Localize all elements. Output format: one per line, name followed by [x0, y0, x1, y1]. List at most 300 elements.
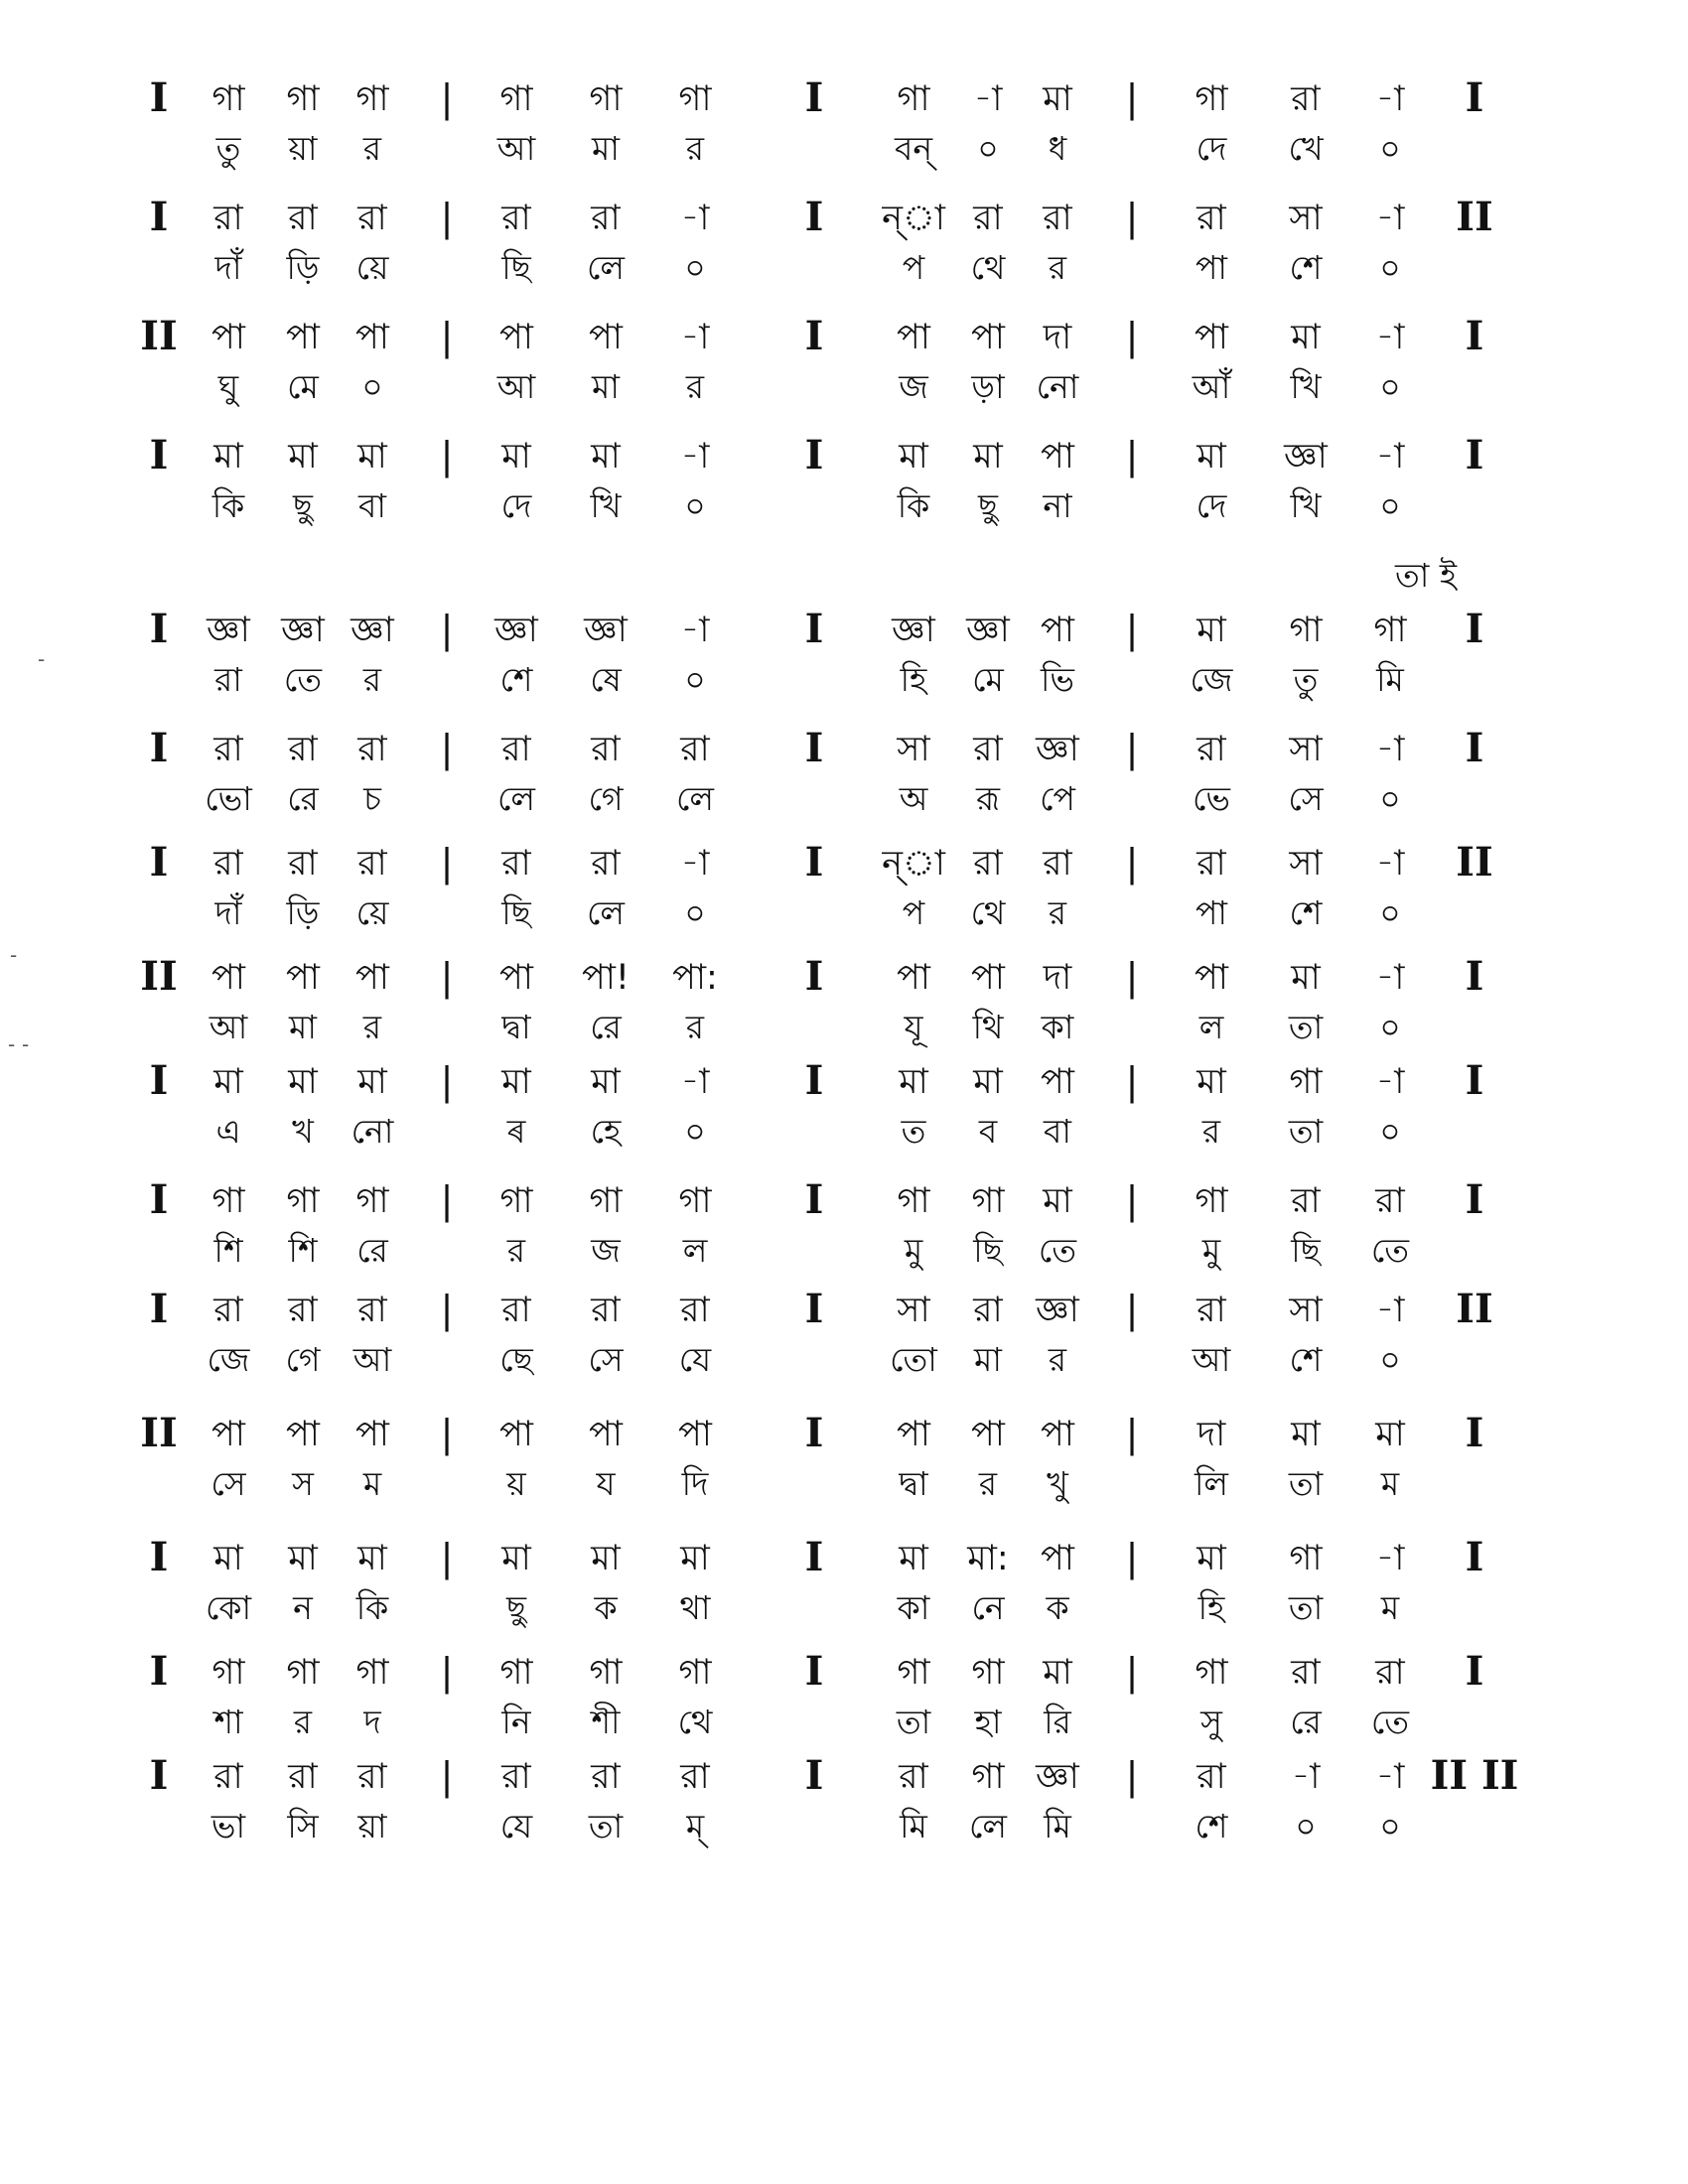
- lyric-syllable: ০: [1295, 1807, 1317, 1845]
- swara-note: রা: [357, 730, 387, 769]
- closing-bar-sign: I: [1465, 1534, 1484, 1580]
- swara-note: পা: [1041, 1062, 1074, 1102]
- swara-note: পা: [499, 958, 533, 998]
- lyric-syllable: ০: [1379, 779, 1401, 818]
- lyric-syllable: তা: [1288, 1112, 1324, 1151]
- swara-note: ন্া: [882, 199, 945, 238]
- swara-note: মা: [591, 1539, 621, 1578]
- swara-note: -া: [1291, 1757, 1321, 1797]
- lyric-syllable: র: [293, 1703, 313, 1741]
- beat-separator: |: [440, 1536, 454, 1579]
- lyric-syllable: ড়ি: [286, 248, 320, 287]
- swara-note: গা: [1195, 1181, 1228, 1221]
- lyric-syllable: মি: [900, 1807, 927, 1845]
- notation-line: [139, 1752, 1569, 1851]
- lyric-syllable: শে: [499, 660, 533, 699]
- swara-note: গা: [678, 79, 712, 119]
- swara-note: মা: [501, 1062, 531, 1102]
- lyric-syllable: ছু: [506, 1588, 526, 1627]
- opening-bar-sign: I: [149, 74, 169, 121]
- closing-bar-sign: I: [1465, 1057, 1484, 1104]
- beat-separator: |: [440, 608, 454, 651]
- swara-note: রা: [591, 199, 621, 238]
- swara-note: রা: [357, 844, 387, 884]
- lyric-syllable: লে: [497, 779, 535, 818]
- lyric-syllable: ম্: [685, 1807, 705, 1845]
- lyric-syllable: ৰ: [506, 1112, 526, 1151]
- swara-note: মা: [1196, 437, 1226, 477]
- beat-separator: |: [1125, 76, 1139, 120]
- lyric-syllable: লে: [587, 248, 625, 287]
- lyric-syllable: তা: [896, 1703, 931, 1741]
- beat-separator: |: [440, 1650, 454, 1694]
- notation-line: [139, 1286, 1569, 1385]
- lyric-syllable: দে: [1196, 129, 1227, 168]
- lyric-syllable: মি: [1376, 660, 1404, 699]
- swara-note: পা: [1041, 437, 1074, 477]
- lyric-syllable: তা: [1288, 1008, 1324, 1046]
- lyric-syllable: থি: [972, 1008, 1004, 1046]
- lyric-syllable: দে: [500, 486, 532, 525]
- lyric-syllable: গে: [588, 779, 624, 818]
- swara-note: গা: [355, 1181, 389, 1221]
- beat-separator: |: [440, 1754, 454, 1798]
- swara-note: মা: [1291, 318, 1321, 357]
- swara-note: গা: [286, 1181, 320, 1221]
- swara-row: [139, 725, 1569, 774]
- swara-note: রা: [591, 844, 621, 884]
- swara-note: পা: [971, 318, 1005, 357]
- swara-note: পা: [211, 958, 245, 998]
- swara-note: গা: [286, 1653, 320, 1693]
- closing-bar-sign: II II: [1430, 1752, 1519, 1799]
- swara-note: মা: [357, 437, 387, 477]
- swara-note: দা: [1043, 958, 1072, 998]
- swara-row: [139, 1286, 1569, 1335]
- swara-note: জ্ঞা: [966, 611, 1010, 650]
- swara-note: মা: [1291, 958, 1321, 998]
- lyric-syllable: শে: [1289, 893, 1323, 932]
- lyric-syllable: মে: [287, 367, 319, 406]
- swara-note: পা: [499, 1415, 533, 1454]
- lyric-syllable: নি: [501, 1703, 531, 1741]
- swara-note: রা: [1043, 199, 1072, 238]
- swara-note: পা: [286, 318, 320, 357]
- notation-line: [139, 953, 1569, 1052]
- swara-note: পা: [589, 318, 623, 357]
- swara-note: -া: [680, 318, 710, 357]
- lyric-syllable: ভি: [1040, 660, 1075, 699]
- swara-note: -া: [1375, 437, 1405, 477]
- swara-note: গা: [355, 1653, 389, 1693]
- beat-separator: |: [1125, 727, 1139, 770]
- swara-note: গা: [589, 1181, 623, 1221]
- swara-note: রা: [1196, 1757, 1226, 1797]
- swara-note: -া: [1375, 1539, 1405, 1578]
- swara-row: [139, 1176, 1569, 1226]
- swara-note: গা: [678, 1181, 712, 1221]
- swara-note: রা: [1196, 1291, 1226, 1330]
- swara-note: গা: [1289, 1062, 1323, 1102]
- lyric-syllable: জ: [899, 367, 928, 406]
- beat-separator: |: [440, 76, 454, 120]
- swara-note: গা: [499, 1181, 533, 1221]
- swara-note: -া: [1375, 1757, 1405, 1797]
- swara-note: মা: [899, 437, 928, 477]
- lyric-syllable: রূ: [975, 779, 1001, 818]
- lyric-syllable: শি: [288, 1231, 318, 1270]
- lyric-syllable: শী: [591, 1703, 621, 1741]
- swara-note: মা: [1291, 1415, 1321, 1454]
- lyric-syllable: খি: [1290, 367, 1322, 406]
- swara-note: গা: [1289, 1539, 1323, 1578]
- swara-note: মা: [1196, 1539, 1226, 1578]
- swara-note: মা: [591, 1062, 621, 1102]
- swara-note: পা: [678, 1415, 712, 1454]
- lyric-syllable: মা: [289, 1008, 317, 1046]
- swara-note: গা: [897, 1181, 930, 1221]
- lyric-syllable: য়া: [357, 1807, 387, 1845]
- lyric-row: [139, 1698, 1569, 1747]
- notation-line: [139, 1410, 1569, 1509]
- swara-note: মা: [1196, 1062, 1226, 1102]
- lyric-syllable: দ্বা: [899, 1464, 928, 1503]
- notation-line: [139, 1176, 1569, 1276]
- swara-note: পা: [211, 318, 245, 357]
- lyric-syllable: ল: [682, 1231, 708, 1270]
- lyric-syllable: লি: [1194, 1464, 1229, 1503]
- swara-note: -া: [1375, 844, 1405, 884]
- swara-note: রা: [680, 1757, 710, 1797]
- notation-line: [139, 194, 1569, 293]
- lyric-syllable: আ: [496, 367, 536, 406]
- lyric-syllable: তা: [588, 1807, 624, 1845]
- swara-note: রা: [288, 1291, 318, 1330]
- opening-bar-sign: I: [149, 725, 169, 771]
- lyric-syllable: দে: [1196, 486, 1227, 525]
- swara-note: ন্া: [882, 844, 945, 884]
- middle-bar-sign: I: [804, 839, 824, 886]
- swara-note: গা: [971, 1653, 1005, 1693]
- notation-line: [139, 1057, 1569, 1157]
- closing-bar-sign: II: [1456, 194, 1493, 240]
- beat-separator: |: [440, 1412, 454, 1455]
- swara-row: [139, 432, 1569, 481]
- lyric-syllable: তে: [1370, 1231, 1410, 1270]
- swara-note: মা: [213, 1062, 243, 1102]
- swara-row: [139, 1648, 1569, 1698]
- lyric-syllable: বা: [1044, 1112, 1071, 1151]
- swara-note: সা: [1289, 844, 1323, 884]
- lyric-syllable: রা: [214, 660, 242, 699]
- swara-note: মা: [1043, 79, 1072, 119]
- lyric-syllable: দি: [681, 1464, 709, 1503]
- closing-bar-sign: I: [1465, 1410, 1484, 1456]
- swara-note: রা: [501, 844, 531, 884]
- swara-note: রা: [680, 1291, 710, 1330]
- lyric-syllable: তো: [890, 1340, 937, 1379]
- lyric-row: [139, 1003, 1569, 1052]
- lyric-syllable: শে: [1195, 1807, 1228, 1845]
- swara-row: [139, 1534, 1569, 1583]
- closing-bar-sign: II: [1456, 1286, 1493, 1332]
- swara-note: রা: [501, 1757, 531, 1797]
- middle-bar-sign: I: [804, 313, 824, 359]
- lyric-syllable: ০: [684, 893, 706, 932]
- swara-note: দা: [1043, 318, 1072, 357]
- lyric-syllable: সে: [1288, 779, 1324, 818]
- swara-note: পা: [897, 1415, 930, 1454]
- swara-note: গা: [589, 1653, 623, 1693]
- lyric-syllable: ছু: [293, 486, 313, 525]
- notation-line: [139, 313, 1569, 412]
- swara-note: রা: [591, 1291, 621, 1330]
- swara-note: গা: [1289, 611, 1323, 650]
- lyric-syllable: প: [902, 248, 925, 287]
- swara-note: সা: [1289, 199, 1323, 238]
- swara-note: রা: [501, 730, 531, 769]
- lyric-syllable: গে: [285, 1340, 321, 1379]
- lyric-row: [139, 362, 1569, 412]
- lyric-syllable: ০: [1379, 893, 1401, 932]
- lyric-syllable: তু: [215, 129, 241, 168]
- lyric-syllable: হি: [900, 660, 927, 699]
- swara-note: -া: [680, 844, 710, 884]
- lyric-syllable: ০: [1379, 129, 1401, 168]
- lyric-syllable: ছি: [973, 1231, 1003, 1270]
- lyric-syllable: ক: [1046, 1588, 1069, 1627]
- lyric-syllable: ০: [684, 660, 706, 699]
- lyric-syllable: লে: [587, 893, 625, 932]
- swara-note: মা: [1043, 1181, 1072, 1221]
- lyric-syllable: ড়ি: [286, 893, 320, 932]
- opening-bar-sign: I: [149, 606, 169, 652]
- swara-note: রা: [213, 199, 243, 238]
- lyric-syllable: তে: [1038, 1231, 1077, 1270]
- swara-note: পা: [1041, 1539, 1074, 1578]
- swara-note: -া: [1375, 1291, 1405, 1330]
- swara-row: [139, 953, 1569, 1003]
- closing-bar-sign: I: [1465, 725, 1484, 771]
- swara-note: -া: [973, 79, 1003, 119]
- lyric-syllable: সি: [287, 1807, 319, 1845]
- swara-note: মা: [1043, 1653, 1072, 1693]
- lyric-syllable: র: [685, 367, 705, 406]
- swara-note: মা: [501, 1539, 531, 1578]
- swara-note: পা: [355, 318, 389, 357]
- opening-bar-sign: I: [149, 1752, 169, 1799]
- lyric-syllable: ম: [362, 1464, 382, 1503]
- swara-note: পা: [211, 1415, 245, 1454]
- swara-note: -া: [680, 437, 710, 477]
- lyric-row: [139, 1107, 1569, 1157]
- swara-note: রা: [680, 730, 710, 769]
- lyric-syllable: কো: [205, 1588, 252, 1627]
- middle-bar-sign: I: [804, 1286, 824, 1332]
- lyric-syllable: নো: [351, 1112, 394, 1151]
- swara-note: সা: [897, 1291, 930, 1330]
- lyric-row: [139, 774, 1569, 824]
- swara-note: পা: [971, 958, 1005, 998]
- lyric-syllable: র: [978, 1464, 998, 1503]
- beat-separator: |: [1125, 1288, 1139, 1331]
- swara-row: [139, 313, 1569, 362]
- lyric-syllable: লে: [676, 779, 714, 818]
- lyric-syllable: র: [506, 1231, 526, 1270]
- middle-bar-sign: I: [804, 1752, 824, 1799]
- swara-note: গা: [499, 1653, 533, 1693]
- lyric-syllable: না: [1043, 486, 1072, 525]
- swara-note: জ্ঞা: [351, 611, 394, 650]
- swara-note: পা: [1041, 611, 1074, 650]
- swara-note: পা: [971, 1415, 1005, 1454]
- swara-note: পা: [355, 1415, 389, 1454]
- swara-note: জ্ঞা: [584, 611, 628, 650]
- swara-note: জ্ঞা: [1036, 1757, 1079, 1797]
- lyric-syllable: ধ: [1048, 129, 1067, 168]
- beat-separator: |: [440, 1288, 454, 1331]
- swara-row: [139, 74, 1569, 124]
- lyric-syllable: দাঁ: [214, 248, 242, 287]
- swara-note: -া: [1375, 318, 1405, 357]
- swara-note: -া: [1375, 730, 1405, 769]
- lyric-syllable: ঘু: [217, 367, 239, 406]
- lyric-syllable: রি: [1044, 1703, 1071, 1741]
- lyric-syllable: দাঁ: [214, 893, 242, 932]
- beat-separator: |: [1125, 1650, 1139, 1694]
- swara-note: মা: [501, 437, 531, 477]
- beat-separator: |: [1125, 955, 1139, 999]
- lyric-syllable: রে: [1290, 1703, 1322, 1741]
- swara-note: মা: [973, 437, 1003, 477]
- beat-separator: |: [1125, 608, 1139, 651]
- swara-note: -া: [680, 611, 710, 650]
- lyric-syllable: তে: [283, 660, 323, 699]
- swara-note: পা: [589, 1415, 623, 1454]
- lyric-syllable: কা: [1041, 1008, 1074, 1046]
- lyric-row: [139, 243, 1569, 293]
- lyric-syllable: পে: [1040, 779, 1075, 818]
- swara-note: রা: [973, 199, 1003, 238]
- lyric-syllable: খু: [1047, 1464, 1068, 1503]
- beat-separator: |: [1125, 1178, 1139, 1222]
- opening-bar-sign: I: [149, 1286, 169, 1332]
- swara-note: পা: [499, 318, 533, 357]
- swara-note: রা: [288, 730, 318, 769]
- swara-note: রা: [1291, 79, 1321, 119]
- lyric-syllable: হে: [590, 1112, 622, 1151]
- swara-note: জ্ঞা: [1036, 730, 1079, 769]
- swara-row: [139, 194, 1569, 243]
- opening-bar-sign: II: [140, 313, 178, 359]
- beat-separator: |: [1125, 1536, 1139, 1579]
- lyric-syllable: ছি: [501, 248, 531, 287]
- closing-bar-sign: I: [1465, 953, 1484, 1000]
- lyric-syllable: জে: [207, 1340, 250, 1379]
- swara-note: -া: [680, 1062, 710, 1102]
- lyric-syllable: নো: [1036, 367, 1079, 406]
- lyric-syllable: পা: [1196, 248, 1227, 287]
- lyric-syllable: য়ে: [355, 893, 389, 932]
- swara-row: [139, 606, 1569, 655]
- lyric-syllable: শা: [213, 1703, 243, 1741]
- lyric-syllable: র: [1048, 248, 1067, 287]
- lyric-syllable: কা: [897, 1588, 930, 1627]
- lyric-syllable: বন্: [894, 129, 933, 168]
- swara-note: গা: [971, 1181, 1005, 1221]
- beat-separator: |: [440, 196, 454, 239]
- lyric-syllable: কি: [355, 1588, 389, 1627]
- swara-note: রা: [1375, 1653, 1405, 1693]
- swara-note: -া: [1375, 958, 1405, 998]
- swara-note: পা: [286, 1415, 320, 1454]
- middle-bar-sign: I: [804, 1534, 824, 1580]
- notation-line: [139, 1648, 1569, 1747]
- lyric-syllable: ম: [1380, 1464, 1400, 1503]
- swara-note: রা: [591, 1757, 621, 1797]
- swara-note: রা: [213, 730, 243, 769]
- swara-note: রা: [357, 1757, 387, 1797]
- swara-note: রা: [357, 1291, 387, 1330]
- lyric-syllable: কি: [897, 486, 930, 525]
- swara-note: সা: [897, 730, 930, 769]
- lyric-syllable: জ: [591, 1231, 621, 1270]
- swara-note: রা: [288, 199, 318, 238]
- closing-bar-sign: I: [1465, 1648, 1484, 1695]
- swara-note: মা: [680, 1539, 710, 1578]
- notation-line: [139, 839, 1569, 938]
- lyric-row: [139, 1459, 1569, 1509]
- swara-note: রা: [1196, 199, 1226, 238]
- lyric-syllable: ত: [901, 1112, 926, 1151]
- swara-note: গা: [678, 1653, 712, 1693]
- lyric-syllable: দ্বা: [501, 1008, 531, 1046]
- lyric-syllable: ভো: [205, 779, 252, 818]
- opening-bar-sign: I: [149, 1648, 169, 1695]
- swara-note: রা: [1291, 1181, 1321, 1221]
- lyric-syllable: রে: [356, 1231, 388, 1270]
- swara-note: রা: [899, 1757, 928, 1797]
- lyric-syllable: খে: [1288, 129, 1324, 168]
- lyric-syllable: ম: [1380, 1588, 1400, 1627]
- beat-separator: |: [440, 727, 454, 770]
- swara-note: মা: [213, 437, 243, 477]
- lyric-syllable: তু: [1293, 660, 1319, 699]
- lyric-syllable: খ: [292, 1112, 314, 1151]
- closing-bar-sign: I: [1465, 313, 1484, 359]
- middle-bar-sign: I: [804, 953, 824, 1000]
- beat-separator: |: [1125, 1754, 1139, 1798]
- closing-bar-sign: I: [1465, 1176, 1484, 1223]
- opening-bar-sign: II: [140, 1410, 178, 1456]
- lyric-row: [139, 1226, 1569, 1276]
- lyric-syllable: খি: [590, 486, 622, 525]
- lyric-syllable: ০: [1379, 486, 1401, 525]
- beat-separator: |: [1125, 196, 1139, 239]
- lyric-syllable: হি: [1197, 1588, 1225, 1627]
- swara-note: মা: [357, 1539, 387, 1578]
- lyric-syllable: ষে: [590, 660, 622, 699]
- swara-note: গা: [589, 79, 623, 119]
- lyric-syllable: মে: [972, 660, 1004, 699]
- swara-row: [139, 839, 1569, 888]
- lyric-syllable: য়: [506, 1464, 526, 1503]
- swara-note: -া: [1375, 1062, 1405, 1102]
- swara-note: জ্ঞা: [207, 611, 250, 650]
- lyric-syllable: স: [292, 1464, 314, 1503]
- swara-note: পা: [355, 958, 389, 998]
- lyric-syllable: খি: [1290, 486, 1322, 525]
